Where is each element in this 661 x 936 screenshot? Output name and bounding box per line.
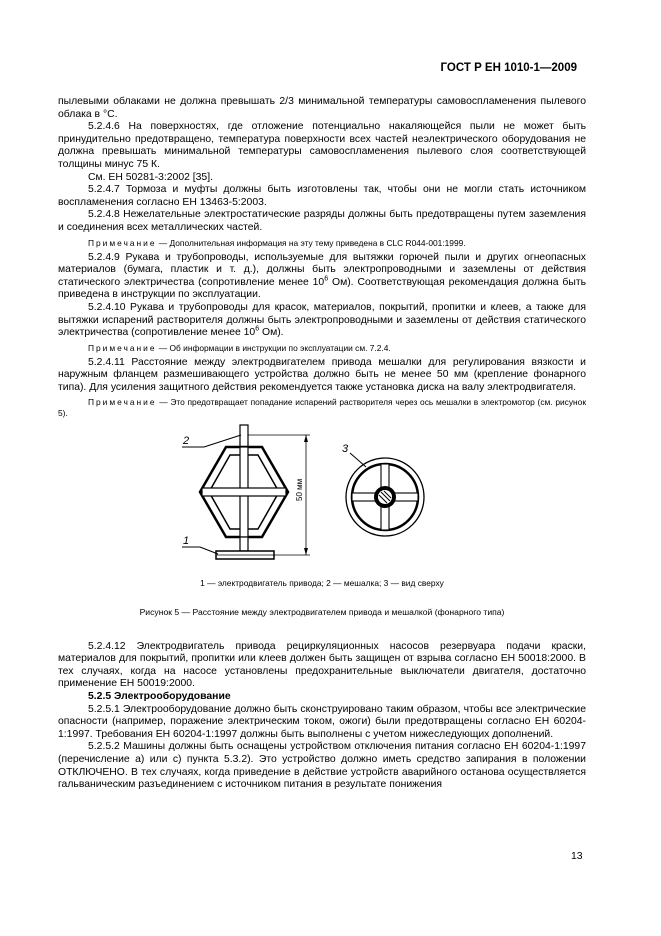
- exponent: 6: [324, 275, 329, 283]
- mixer-crossbar: [202, 488, 286, 496]
- shaft-bottom: [240, 537, 248, 551]
- exponent: 6: [255, 325, 260, 333]
- note-label: Примечание: [88, 342, 157, 353]
- arrow-down-icon: [304, 548, 308, 555]
- paragraph-5-2-5-1: 5.2.5.1 Электрооборудование должно быть сконструировано таким образом, чтобы все электрические опасности (например, поражение электрическим током, ожоги) были предотвращены согласно ЕН 60204-1:1997. Требования ЕН 60204-1:1997 должны быть выполнены с учетом нижеследующих дополнений.: [58, 703, 586, 740]
- dimension-label: 50 мм: [295, 479, 304, 502]
- figure-legend: 1 — электродвигатель привода; 2 — мешалка; 3 — вид сверху: [200, 578, 444, 589]
- page-content: [58, 96, 586, 792]
- paragraph-5-2-4-7: 5.2.4.7 Тормоза и муфты должны быть изготовлены так, чтобы они не могли стать источником воспламенения согласно ЕН 13463-5:2003.: [58, 184, 586, 208]
- note-text: — Это предотвращает попадание испарений растворителя через ось мешалки в электромотор (см. рисунок 5).: [58, 397, 586, 419]
- arrow-up-icon: [304, 435, 308, 442]
- paragraph-5-2-4-10: [58, 302, 586, 340]
- paragraph-5-2-4-9: [58, 252, 586, 302]
- paragraph-5-2-4-12: 5.2.4.12 Электродвигатель привода рециркуляционных насосов резервуара подачи краски, материалов для покрытий, пропитки или клеев должен быть защищен от взрыва согласно ЕН 50018:2000. В тех случаях, когда на насосе установлены предохранительные выключатели двигателя, достаточно применение ЕН 50019:2000.: [58, 640, 586, 690]
- paragraph-text: 5.2.4.9 Рукава и трубопроводы, используемые для вытяжки горючей пыли и других огнеопасных материалов (бумага, пластик и т. д.), должны быть электропроводными и заземлены от действия статического электричества (сопротивление менее 10: [58, 251, 586, 288]
- note-label: Примечание: [88, 237, 157, 248]
- reference-paragraph: См. ЕН 50281-3:2002 [35].: [88, 171, 213, 183]
- figure-label-2: 2: [183, 435, 190, 448]
- figure-label-3: 3: [342, 443, 349, 456]
- note-label: Примечание: [88, 397, 157, 408]
- paragraph-5-2-4-6: 5.2.4.6 На поверхностях, где отложение потенциально накаляющейся пыли не может быть принудительно предотвращено, температура поверхности всех частей неэлектрического оборудования не должна превышать минимальной температуры самовоспламенения пылевого слоя соответствующей толщины минус 75 К.: [58, 121, 586, 170]
- mixer-drawing: [178, 423, 428, 573]
- paragraph-text: Ом). Соответствующая рекомендация должна быть приведена в инструкции по эксплуатации.: [58, 276, 586, 301]
- paragraph: пылевыми облаками не должна превышать 2/3 минимальной температуры самовоспламенения пылевого облака в °С.: [58, 96, 586, 120]
- figure-5-drawing: [58, 423, 586, 573]
- paragraph-5-2-4-8: 5.2.4.8 Нежелательные электростатические разряды должны быть предотвращены путем заземления и соединения всех металлических частей.: [58, 209, 586, 233]
- paragraph-5-2-4-11: 5.2.4.11 Расстояние между электродвигателем привода мешалки для регулирования вязкости и наружным фланцем размешивающего устройства должно быть не менее 50 мм (крепление фонарного типа). Для усиления защитного действия рекомендуется также установка диска на валу электродвигателя.: [58, 356, 586, 393]
- page-number: 13: [571, 851, 583, 862]
- shaft-top: [240, 425, 248, 447]
- figure-label-1: 1: [183, 535, 190, 548]
- paragraph-text: 5.2.4.10 Рукава и трубопроводы для красок, материалов, покрытий, пропитки и клеев, а также для вытяжки испарений растворителя должны быть электропроводными и заземлены от действия статического электричества (сопротивление менее 10: [58, 301, 586, 339]
- note-3: [58, 397, 586, 419]
- note-text: — Об информации в инструкции по эксплуатации см. 7.2.4.: [156, 342, 391, 353]
- figure-caption: Рисунок 5 — Расстояние между электродвигателем привода и мешалкой (фонарного типа): [139, 607, 505, 618]
- section-heading: 5.2.5 Электрооборудование: [88, 691, 231, 703]
- note-1: [58, 238, 586, 249]
- note-text: — Дополнительная информация на эту тему приведена в CLC R044-001:1999.: [156, 237, 466, 248]
- leader-line: [350, 453, 366, 467]
- standard-designation: ГОСТ Р ЕН 1010-1—2009: [440, 62, 577, 74]
- note-2: [58, 343, 586, 354]
- leader-line: [204, 435, 241, 447]
- paragraph-text: Ом).: [259, 327, 284, 339]
- paragraph-5-2-5-2: 5.2.5.2 Машины должны быть оснащены устройством отключения питания согласно ЕН 60204-1:1997 (перечисление а) или с) пункта 5.3.2). Это устройство должно иметь средство запирания в положении ОТКЛЮЧЕНО. В тех случаях, когда приведение в действие устройств аварийного останова осуществляется гальваническим разъединением с источником питания в результате понижения: [58, 741, 586, 791]
